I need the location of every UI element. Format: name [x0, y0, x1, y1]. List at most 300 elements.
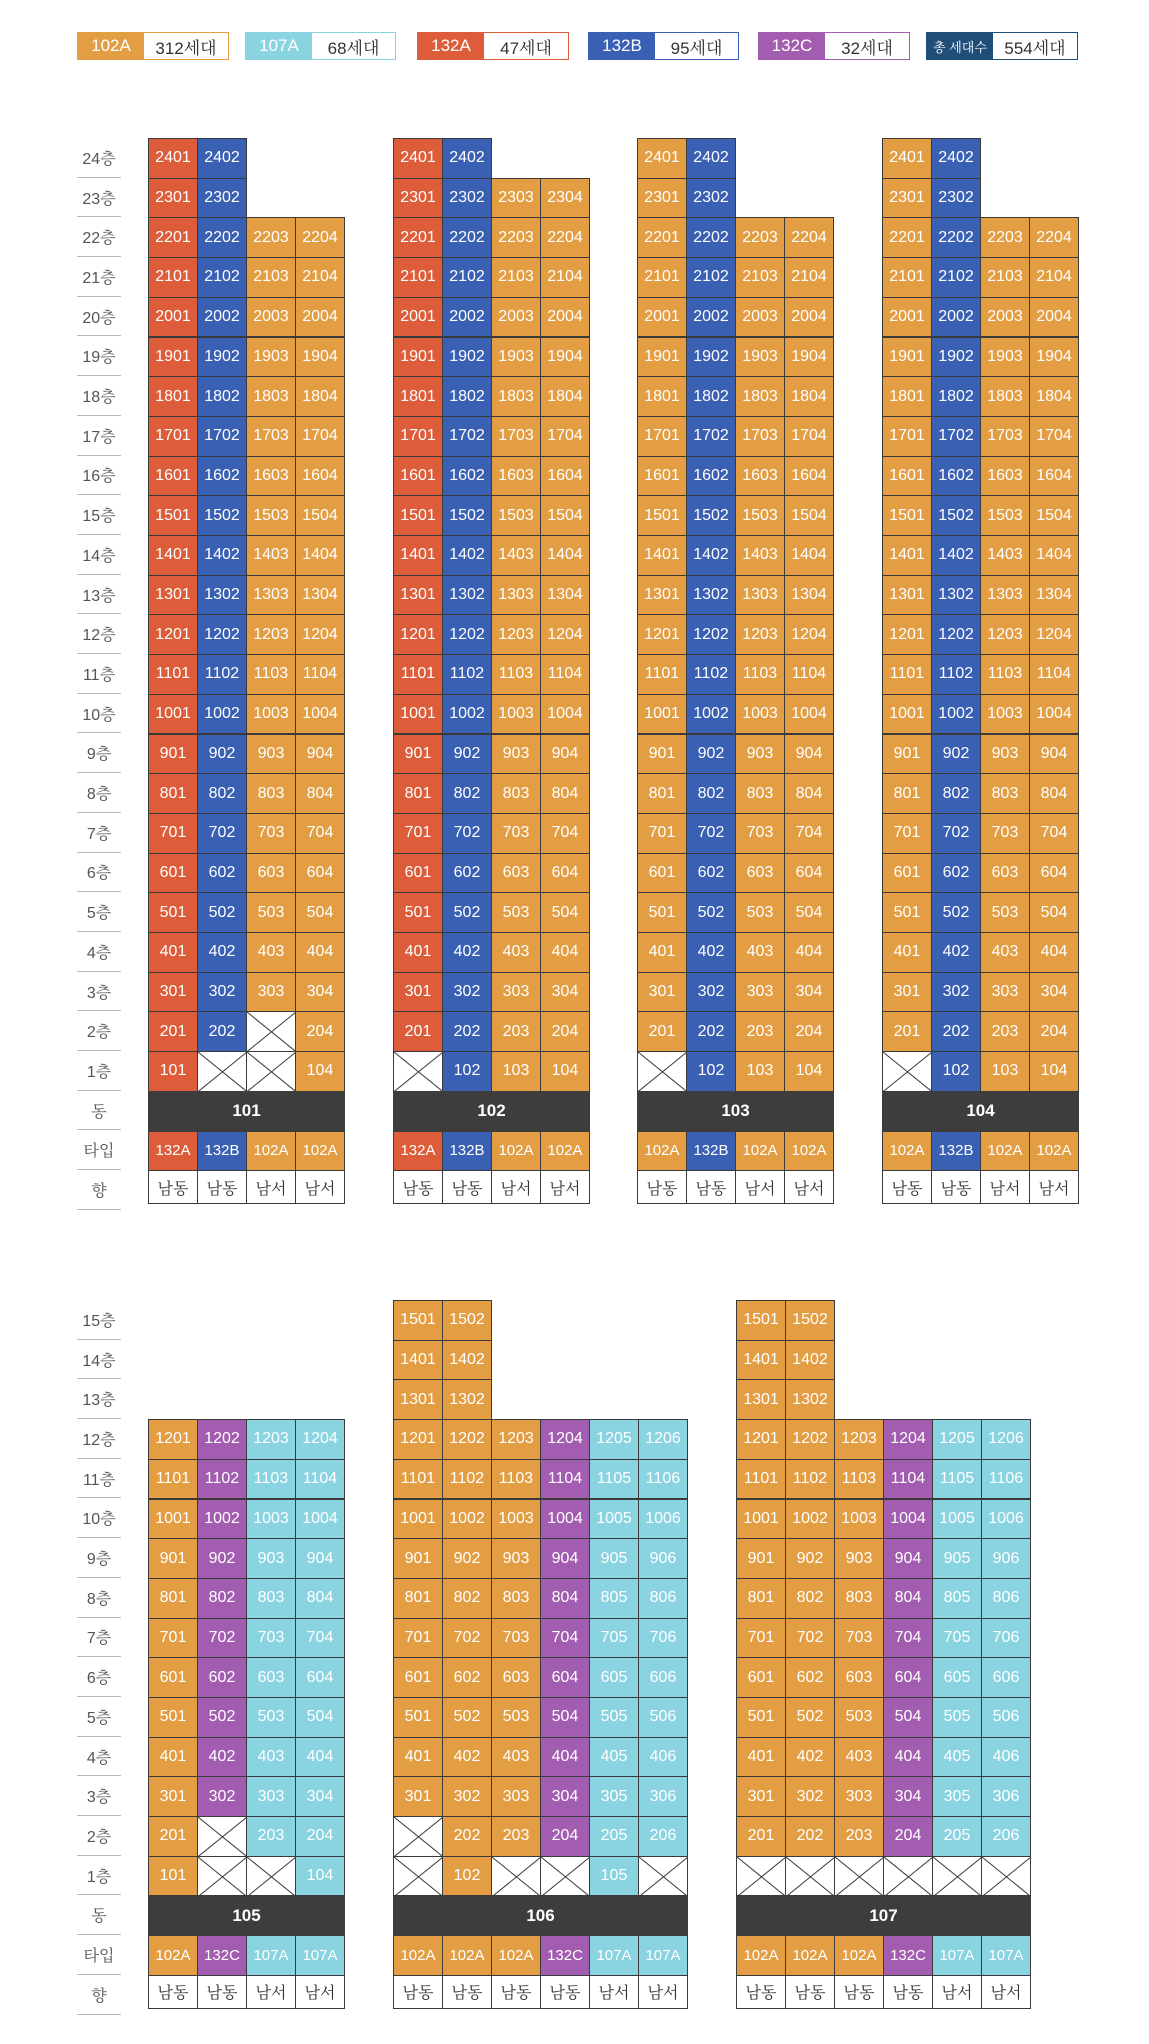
unit-cell[interactable]: 1704: [784, 416, 834, 457]
unit-cell[interactable]: 605: [932, 1657, 982, 1698]
unit-cell[interactable]: 402: [931, 932, 981, 973]
unit-cell[interactable]: 1402: [686, 535, 736, 576]
unit-cell[interactable]: 1902: [197, 337, 247, 378]
unit-cell[interactable]: 2201: [148, 217, 198, 258]
unit-cell[interactable]: 702: [442, 813, 492, 854]
unit-cell[interactable]: 203: [834, 1816, 884, 1857]
unit-cell[interactable]: 1404: [540, 535, 590, 576]
unit-cell[interactable]: 1003: [246, 694, 296, 735]
unit-cell[interactable]: 1102: [197, 654, 247, 695]
unit-cell[interactable]: 304: [295, 972, 345, 1013]
unit-cell[interactable]: 802: [197, 1578, 247, 1619]
unit-cell[interactable]: 1301: [637, 575, 687, 616]
unit-cell[interactable]: 303: [834, 1776, 884, 1817]
unit-cell[interactable]: 1304: [1029, 575, 1079, 616]
unit-cell[interactable]: 1702: [686, 416, 736, 457]
unit-cell[interactable]: 1102: [442, 1459, 492, 1500]
unit-cell[interactable]: 901: [882, 734, 932, 775]
unit-cell[interactable]: 1001: [148, 1499, 198, 1540]
unit-cell[interactable]: 203: [980, 1011, 1030, 1052]
unit-cell[interactable]: 405: [589, 1737, 639, 1778]
unit-cell[interactable]: 206: [981, 1816, 1031, 1857]
unit-cell[interactable]: 2004: [540, 297, 590, 338]
unit-cell[interactable]: 1904: [540, 337, 590, 378]
unit-cell[interactable]: 404: [540, 1737, 590, 1778]
unit-cell[interactable]: 1202: [442, 614, 492, 655]
unit-cell[interactable]: 2103: [246, 257, 296, 298]
unit-cell[interactable]: 1401: [393, 1340, 443, 1381]
unit-cell[interactable]: 1201: [736, 1419, 786, 1460]
unit-cell[interactable]: 502: [785, 1697, 835, 1738]
unit-cell[interactable]: 501: [882, 892, 932, 933]
unit-cell[interactable]: 1203: [980, 614, 1030, 655]
unit-cell[interactable]: 701: [393, 813, 443, 854]
unit-cell[interactable]: 806: [638, 1578, 688, 1619]
unit-cell[interactable]: 204: [295, 1816, 345, 1857]
unit-cell[interactable]: 1303: [246, 575, 296, 616]
unit-cell[interactable]: 905: [932, 1538, 982, 1579]
unit-cell[interactable]: 1601: [393, 456, 443, 497]
unit-cell[interactable]: 2003: [735, 297, 785, 338]
unit-cell[interactable]: 2204: [540, 217, 590, 258]
unit-cell[interactable]: 2302: [197, 178, 247, 219]
unit-cell[interactable]: 1502: [686, 495, 736, 536]
unit-cell[interactable]: 701: [148, 1618, 198, 1659]
unit-cell[interactable]: 2101: [393, 257, 443, 298]
unit-cell[interactable]: 2401: [148, 138, 198, 179]
unit-cell[interactable]: 602: [442, 853, 492, 894]
unit-cell[interactable]: 403: [980, 932, 1030, 973]
unit-cell[interactable]: 1402: [442, 535, 492, 576]
unit-cell[interactable]: 1701: [393, 416, 443, 457]
unit-cell[interactable]: 1804: [295, 376, 345, 417]
unit-cell[interactable]: 1104: [540, 654, 590, 695]
unit-cell[interactable]: 803: [491, 1578, 541, 1619]
unit-cell[interactable]: 2202: [931, 217, 981, 258]
unit-cell[interactable]: 104: [295, 1856, 345, 1897]
unit-cell[interactable]: 602: [931, 853, 981, 894]
unit-cell[interactable]: 302: [442, 1776, 492, 1817]
unit-cell[interactable]: 1501: [393, 1300, 443, 1341]
unit-cell[interactable]: 301: [393, 1776, 443, 1817]
unit-cell[interactable]: 706: [981, 1618, 1031, 1659]
unit-cell[interactable]: 2104: [295, 257, 345, 298]
unit-cell[interactable]: 1201: [882, 614, 932, 655]
unit-cell[interactable]: 1102: [442, 654, 492, 695]
unit-cell[interactable]: 703: [735, 813, 785, 854]
unit-cell[interactable]: 1204: [883, 1419, 933, 1460]
unit-cell[interactable]: 401: [148, 932, 198, 973]
unit-cell[interactable]: 403: [735, 932, 785, 973]
unit-cell[interactable]: 1203: [491, 614, 541, 655]
unit-cell[interactable]: 1104: [540, 1459, 590, 1500]
unit-cell[interactable]: 401: [637, 932, 687, 973]
unit-cell[interactable]: 901: [148, 1538, 198, 1579]
unit-cell[interactable]: 1601: [148, 456, 198, 497]
unit-cell[interactable]: 801: [736, 1578, 786, 1619]
unit-cell[interactable]: 903: [491, 1538, 541, 1579]
unit-cell[interactable]: 2203: [246, 217, 296, 258]
unit-cell[interactable]: 202: [197, 1011, 247, 1052]
unit-cell[interactable]: 503: [834, 1697, 884, 1738]
unit-cell[interactable]: 1104: [784, 654, 834, 695]
unit-cell[interactable]: 402: [197, 1737, 247, 1778]
unit-cell[interactable]: 303: [980, 972, 1030, 1013]
unit-cell[interactable]: 301: [637, 972, 687, 1013]
unit-cell[interactable]: 1104: [1029, 654, 1079, 695]
unit-cell[interactable]: 1101: [393, 1459, 443, 1500]
unit-cell[interactable]: 701: [882, 813, 932, 854]
unit-cell[interactable]: 601: [393, 1657, 443, 1698]
unit-cell[interactable]: 2203: [735, 217, 785, 258]
unit-cell[interactable]: 702: [197, 1618, 247, 1659]
unit-cell[interactable]: 1302: [442, 575, 492, 616]
unit-cell[interactable]: 604: [295, 1657, 345, 1698]
unit-cell[interactable]: 1802: [197, 376, 247, 417]
unit-cell[interactable]: 301: [148, 1776, 198, 1817]
unit-cell[interactable]: 2001: [393, 297, 443, 338]
unit-cell[interactable]: 1504: [295, 495, 345, 536]
unit-cell[interactable]: 303: [491, 972, 541, 1013]
unit-cell[interactable]: 601: [882, 853, 932, 894]
unit-cell[interactable]: 1001: [882, 694, 932, 735]
unit-cell[interactable]: 1102: [197, 1459, 247, 1500]
unit-cell[interactable]: 1106: [638, 1459, 688, 1500]
unit-cell[interactable]: 2104: [784, 257, 834, 298]
unit-cell[interactable]: 502: [686, 892, 736, 933]
unit-cell[interactable]: 103: [735, 1051, 785, 1092]
unit-cell[interactable]: 505: [932, 1697, 982, 1738]
unit-cell[interactable]: 103: [980, 1051, 1030, 1092]
unit-cell[interactable]: 2001: [148, 297, 198, 338]
unit-cell[interactable]: 804: [540, 773, 590, 814]
unit-cell[interactable]: 1001: [393, 694, 443, 735]
unit-cell[interactable]: 802: [785, 1578, 835, 1619]
unit-cell[interactable]: 504: [295, 1697, 345, 1738]
unit-cell[interactable]: 201: [148, 1816, 198, 1857]
unit-cell[interactable]: 602: [197, 1657, 247, 1698]
unit-cell[interactable]: 2204: [1029, 217, 1079, 258]
unit-cell[interactable]: 1604: [784, 456, 834, 497]
unit-cell[interactable]: 302: [197, 1776, 247, 1817]
unit-cell[interactable]: 2301: [882, 178, 932, 219]
unit-cell[interactable]: 503: [980, 892, 1030, 933]
unit-cell[interactable]: 601: [148, 1657, 198, 1698]
unit-cell[interactable]: 1803: [491, 376, 541, 417]
unit-cell[interactable]: 1003: [491, 1499, 541, 1540]
unit-cell[interactable]: 1302: [785, 1379, 835, 1420]
unit-cell[interactable]: 904: [883, 1538, 933, 1579]
unit-cell[interactable]: 1006: [981, 1499, 1031, 1540]
unit-cell[interactable]: 503: [246, 892, 296, 933]
unit-cell[interactable]: 1604: [540, 456, 590, 497]
unit-cell[interactable]: 903: [246, 1538, 296, 1579]
unit-cell[interactable]: 603: [491, 853, 541, 894]
unit-cell[interactable]: 401: [882, 932, 932, 973]
unit-cell[interactable]: 604: [295, 853, 345, 894]
unit-cell[interactable]: 504: [883, 1697, 933, 1738]
unit-cell[interactable]: 804: [784, 773, 834, 814]
unit-cell[interactable]: 304: [540, 1776, 590, 1817]
unit-cell[interactable]: 1204: [295, 1419, 345, 1460]
unit-cell[interactable]: 601: [637, 853, 687, 894]
unit-cell[interactable]: 803: [834, 1578, 884, 1619]
unit-cell[interactable]: 502: [197, 1697, 247, 1738]
unit-cell[interactable]: 2103: [980, 257, 1030, 298]
unit-cell[interactable]: 304: [883, 1776, 933, 1817]
unit-cell[interactable]: 1304: [295, 575, 345, 616]
unit-cell[interactable]: 901: [148, 734, 198, 775]
unit-cell[interactable]: 803: [735, 773, 785, 814]
unit-cell[interactable]: 2301: [148, 178, 198, 219]
unit-cell[interactable]: 103: [491, 1051, 541, 1092]
unit-cell[interactable]: 1004: [883, 1499, 933, 1540]
unit-cell[interactable]: 501: [393, 892, 443, 933]
unit-cell[interactable]: 902: [785, 1538, 835, 1579]
unit-cell[interactable]: 404: [295, 932, 345, 973]
unit-cell[interactable]: 1801: [637, 376, 687, 417]
unit-cell[interactable]: 1704: [540, 416, 590, 457]
unit-cell[interactable]: 1302: [686, 575, 736, 616]
unit-cell[interactable]: 401: [148, 1737, 198, 1778]
unit-cell[interactable]: 1301: [148, 575, 198, 616]
unit-cell[interactable]: 604: [540, 853, 590, 894]
unit-cell[interactable]: 703: [980, 813, 1030, 854]
unit-cell[interactable]: 903: [980, 734, 1030, 775]
unit-cell[interactable]: 601: [148, 853, 198, 894]
unit-cell[interactable]: 903: [491, 734, 541, 775]
unit-cell[interactable]: 101: [148, 1856, 198, 1897]
unit-cell[interactable]: 1101: [393, 654, 443, 695]
unit-cell[interactable]: 1401: [736, 1340, 786, 1381]
unit-cell[interactable]: 604: [883, 1657, 933, 1698]
unit-cell[interactable]: 1802: [442, 376, 492, 417]
unit-cell[interactable]: 1503: [246, 495, 296, 536]
unit-cell[interactable]: 304: [1029, 972, 1079, 1013]
unit-cell[interactable]: 605: [589, 1657, 639, 1698]
unit-cell[interactable]: 2101: [637, 257, 687, 298]
unit-cell[interactable]: 1301: [393, 575, 443, 616]
unit-cell[interactable]: 1701: [882, 416, 932, 457]
unit-cell[interactable]: 1502: [197, 495, 247, 536]
unit-cell[interactable]: 304: [540, 972, 590, 1013]
unit-cell[interactable]: 801: [148, 1578, 198, 1619]
unit-cell[interactable]: 204: [784, 1011, 834, 1052]
unit-cell[interactable]: 1804: [784, 376, 834, 417]
unit-cell[interactable]: 1604: [1029, 456, 1079, 497]
unit-cell[interactable]: 1002: [442, 694, 492, 735]
unit-cell[interactable]: 701: [393, 1618, 443, 1659]
unit-cell[interactable]: 1603: [980, 456, 1030, 497]
unit-cell[interactable]: 305: [589, 1776, 639, 1817]
unit-cell[interactable]: 201: [393, 1011, 443, 1052]
unit-cell[interactable]: 601: [393, 853, 443, 894]
unit-cell[interactable]: 1004: [540, 694, 590, 735]
unit-cell[interactable]: 603: [980, 853, 1030, 894]
unit-cell[interactable]: 406: [981, 1737, 1031, 1778]
unit-cell[interactable]: 1504: [1029, 495, 1079, 536]
unit-cell[interactable]: 102: [686, 1051, 736, 1092]
unit-cell[interactable]: 1604: [295, 456, 345, 497]
unit-cell[interactable]: 1502: [785, 1300, 835, 1341]
unit-cell[interactable]: 801: [393, 1578, 443, 1619]
unit-cell[interactable]: 1903: [491, 337, 541, 378]
unit-cell[interactable]: 704: [1029, 813, 1079, 854]
unit-cell[interactable]: 104: [1029, 1051, 1079, 1092]
unit-cell[interactable]: 2401: [882, 138, 932, 179]
unit-cell[interactable]: 2102: [442, 257, 492, 298]
unit-cell[interactable]: 204: [540, 1816, 590, 1857]
unit-cell[interactable]: 1001: [637, 694, 687, 735]
unit-cell[interactable]: 204: [295, 1011, 345, 1052]
unit-cell[interactable]: 1801: [148, 376, 198, 417]
unit-cell[interactable]: 402: [197, 932, 247, 973]
unit-cell[interactable]: 303: [491, 1776, 541, 1817]
unit-cell[interactable]: 1404: [295, 535, 345, 576]
unit-cell[interactable]: 902: [442, 734, 492, 775]
unit-cell[interactable]: 805: [589, 1578, 639, 1619]
unit-cell[interactable]: 1903: [980, 337, 1030, 378]
unit-cell[interactable]: 1102: [686, 654, 736, 695]
unit-cell[interactable]: 802: [686, 773, 736, 814]
unit-cell[interactable]: 1005: [932, 1499, 982, 1540]
unit-cell[interactable]: 1302: [442, 1379, 492, 1420]
unit-cell[interactable]: 1803: [246, 376, 296, 417]
unit-cell[interactable]: 2104: [1029, 257, 1079, 298]
unit-cell[interactable]: 1206: [638, 1419, 688, 1460]
unit-cell[interactable]: 304: [295, 1776, 345, 1817]
unit-cell[interactable]: 504: [295, 892, 345, 933]
unit-cell[interactable]: 203: [491, 1011, 541, 1052]
unit-cell[interactable]: 503: [735, 892, 785, 933]
unit-cell[interactable]: 804: [1029, 773, 1079, 814]
unit-cell[interactable]: 2301: [637, 178, 687, 219]
unit-cell[interactable]: 1801: [882, 376, 932, 417]
unit-cell[interactable]: 1903: [246, 337, 296, 378]
unit-cell[interactable]: 2002: [197, 297, 247, 338]
unit-cell[interactable]: 1006: [638, 1499, 688, 1540]
unit-cell[interactable]: 902: [197, 1538, 247, 1579]
unit-cell[interactable]: 702: [931, 813, 981, 854]
unit-cell[interactable]: 502: [197, 892, 247, 933]
unit-cell[interactable]: 906: [638, 1538, 688, 1579]
unit-cell[interactable]: 705: [932, 1618, 982, 1659]
unit-cell[interactable]: 1804: [1029, 376, 1079, 417]
unit-cell[interactable]: 704: [883, 1618, 933, 1659]
unit-cell[interactable]: 704: [784, 813, 834, 854]
unit-cell[interactable]: 202: [442, 1011, 492, 1052]
unit-cell[interactable]: 1404: [1029, 535, 1079, 576]
unit-cell[interactable]: 602: [442, 1657, 492, 1698]
unit-cell[interactable]: 1303: [735, 575, 785, 616]
unit-cell[interactable]: 1202: [931, 614, 981, 655]
unit-cell[interactable]: 505: [589, 1697, 639, 1738]
unit-cell[interactable]: 2003: [980, 297, 1030, 338]
unit-cell[interactable]: 1002: [931, 694, 981, 735]
unit-cell[interactable]: 602: [785, 1657, 835, 1698]
unit-cell[interactable]: 206: [638, 1816, 688, 1857]
unit-cell[interactable]: 1302: [197, 575, 247, 616]
unit-cell[interactable]: 1104: [295, 654, 345, 695]
unit-cell[interactable]: 402: [442, 932, 492, 973]
unit-cell[interactable]: 506: [981, 1697, 1031, 1738]
unit-cell[interactable]: 1004: [540, 1499, 590, 1540]
unit-cell[interactable]: 1704: [1029, 416, 1079, 457]
unit-cell[interactable]: 2201: [637, 217, 687, 258]
unit-cell[interactable]: 1602: [686, 456, 736, 497]
unit-cell[interactable]: 201: [637, 1011, 687, 1052]
unit-cell[interactable]: 2303: [491, 178, 541, 219]
unit-cell[interactable]: 901: [393, 734, 443, 775]
unit-cell[interactable]: 703: [246, 1618, 296, 1659]
unit-cell[interactable]: 2101: [882, 257, 932, 298]
unit-cell[interactable]: 502: [931, 892, 981, 933]
unit-cell[interactable]: 904: [1029, 734, 1079, 775]
unit-cell[interactable]: 403: [491, 932, 541, 973]
unit-cell[interactable]: 1303: [980, 575, 1030, 616]
unit-cell[interactable]: 403: [246, 1737, 296, 1778]
unit-cell[interactable]: 1401: [393, 535, 443, 576]
unit-cell[interactable]: 2002: [442, 297, 492, 338]
unit-cell[interactable]: 1001: [393, 1499, 443, 1540]
unit-cell[interactable]: 902: [686, 734, 736, 775]
unit-cell[interactable]: 1401: [882, 535, 932, 576]
unit-cell[interactable]: 1503: [980, 495, 1030, 536]
unit-cell[interactable]: 1001: [736, 1499, 786, 1540]
unit-cell[interactable]: 902: [197, 734, 247, 775]
unit-cell[interactable]: 1603: [735, 456, 785, 497]
unit-cell[interactable]: 1103: [491, 654, 541, 695]
unit-cell[interactable]: 104: [295, 1051, 345, 1092]
unit-cell[interactable]: 1205: [932, 1419, 982, 1460]
unit-cell[interactable]: 1403: [491, 535, 541, 576]
unit-cell[interactable]: 1205: [589, 1419, 639, 1460]
unit-cell[interactable]: 1201: [393, 614, 443, 655]
unit-cell[interactable]: 1603: [491, 456, 541, 497]
unit-cell[interactable]: 1902: [931, 337, 981, 378]
unit-cell[interactable]: 1501: [148, 495, 198, 536]
unit-cell[interactable]: 904: [295, 1538, 345, 1579]
unit-cell[interactable]: 1003: [246, 1499, 296, 1540]
unit-cell[interactable]: 706: [638, 1618, 688, 1659]
unit-cell[interactable]: 1403: [735, 535, 785, 576]
unit-cell[interactable]: 506: [638, 1697, 688, 1738]
unit-cell[interactable]: 504: [1029, 892, 1079, 933]
unit-cell[interactable]: 2104: [540, 257, 590, 298]
unit-cell[interactable]: 403: [834, 1737, 884, 1778]
unit-cell[interactable]: 1602: [197, 456, 247, 497]
unit-cell[interactable]: 302: [785, 1776, 835, 1817]
unit-cell[interactable]: 2201: [882, 217, 932, 258]
unit-cell[interactable]: 1904: [295, 337, 345, 378]
unit-cell[interactable]: 2402: [931, 138, 981, 179]
unit-cell[interactable]: 1204: [784, 614, 834, 655]
unit-cell[interactable]: 2202: [686, 217, 736, 258]
unit-cell[interactable]: 402: [785, 1737, 835, 1778]
unit-cell[interactable]: 1401: [637, 535, 687, 576]
unit-cell[interactable]: 901: [393, 1538, 443, 1579]
unit-cell[interactable]: 1902: [442, 337, 492, 378]
unit-cell[interactable]: 1301: [736, 1379, 786, 1420]
unit-cell[interactable]: 904: [540, 734, 590, 775]
unit-cell[interactable]: 1201: [148, 614, 198, 655]
unit-cell[interactable]: 302: [931, 972, 981, 1013]
unit-cell[interactable]: 2304: [540, 178, 590, 219]
unit-cell[interactable]: 502: [442, 892, 492, 933]
unit-cell[interactable]: 302: [197, 972, 247, 1013]
unit-cell[interactable]: 101: [148, 1051, 198, 1092]
unit-cell[interactable]: 1801: [393, 376, 443, 417]
